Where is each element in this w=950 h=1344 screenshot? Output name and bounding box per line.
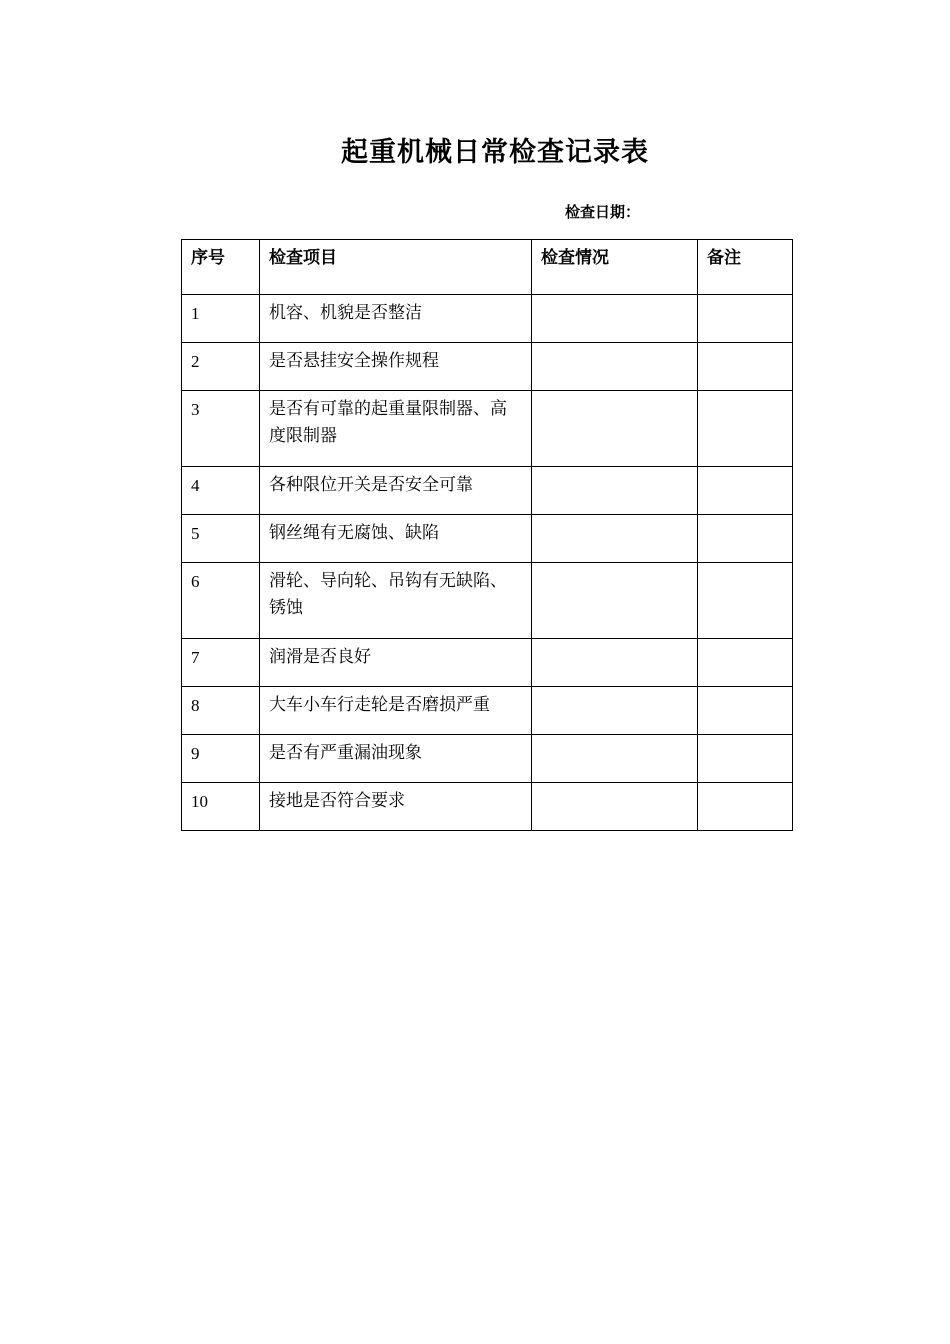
row-remark-cell[interactable] <box>698 735 793 783</box>
row-item: 接地是否符合要求 <box>260 783 532 831</box>
row-status-cell[interactable] <box>532 783 698 831</box>
row-status-cell[interactable] <box>532 467 698 515</box>
row-remark-cell[interactable] <box>698 515 793 563</box>
header-inspection-item: 检查项目 <box>260 240 532 295</box>
row-number: 9 <box>182 735 260 783</box>
row-item: 是否有严重漏油现象 <box>260 735 532 783</box>
table-row <box>182 295 793 343</box>
row-remark-cell[interactable] <box>698 343 793 391</box>
row-status-cell[interactable] <box>532 639 698 687</box>
row-remark-cell[interactable] <box>698 467 793 515</box>
row-remark-cell[interactable] <box>698 783 793 831</box>
row-status-cell[interactable] <box>532 391 698 467</box>
row-number: 7 <box>182 639 260 687</box>
row-number: 4 <box>182 467 260 515</box>
row-remark-cell[interactable] <box>698 295 793 343</box>
row-item: 润滑是否良好 <box>260 639 532 687</box>
row-status-cell[interactable] <box>532 687 698 735</box>
inspection-date-label: 检查日期： <box>565 203 641 221</box>
row-status-cell[interactable] <box>532 515 698 563</box>
row-item: 大车小车行走轮是否磨损严重 <box>260 687 532 735</box>
table-row <box>182 515 793 563</box>
table-row <box>182 687 793 735</box>
header-remarks: 备注 <box>698 240 793 295</box>
header-inspection-status: 检查情况 <box>532 240 698 295</box>
row-status-cell[interactable] <box>532 295 698 343</box>
header-serial-number: 序号 <box>182 240 260 295</box>
row-remark-cell[interactable] <box>698 391 793 467</box>
row-item: 各种限位开关是否安全可靠 <box>260 467 532 515</box>
row-number: 1 <box>182 295 260 343</box>
row-number: 3 <box>182 391 260 467</box>
table-row <box>182 563 793 639</box>
table-row <box>182 639 793 687</box>
table-row <box>182 783 793 831</box>
table-row <box>182 391 793 467</box>
row-status-cell[interactable] <box>532 563 698 639</box>
table-row <box>182 735 793 783</box>
row-remark-cell[interactable] <box>698 563 793 639</box>
row-number: 10 <box>182 783 260 831</box>
row-number: 5 <box>182 515 260 563</box>
row-item: 滑轮、导向轮、吊钩有无缺陷、锈蚀 <box>260 563 532 639</box>
row-item: 钢丝绳有无腐蚀、缺陷 <box>260 515 532 563</box>
row-remark-cell[interactable] <box>698 687 793 735</box>
row-item: 是否有可靠的起重量限制器、高度限制器 <box>260 391 532 467</box>
table-row <box>182 343 793 391</box>
row-number: 6 <box>182 563 260 639</box>
row-item: 是否悬挂安全操作规程 <box>260 343 532 391</box>
inspection-table <box>181 239 793 831</box>
row-remark-cell[interactable] <box>698 639 793 687</box>
table-row <box>182 467 793 515</box>
page-title: 起重机械日常检查记录表 <box>341 137 649 168</box>
table-header-row <box>182 240 793 295</box>
row-item: 机容、机貌是否整洁 <box>260 295 532 343</box>
row-status-cell[interactable] <box>532 343 698 391</box>
row-status-cell[interactable] <box>532 735 698 783</box>
row-number: 8 <box>182 687 260 735</box>
row-number: 2 <box>182 343 260 391</box>
